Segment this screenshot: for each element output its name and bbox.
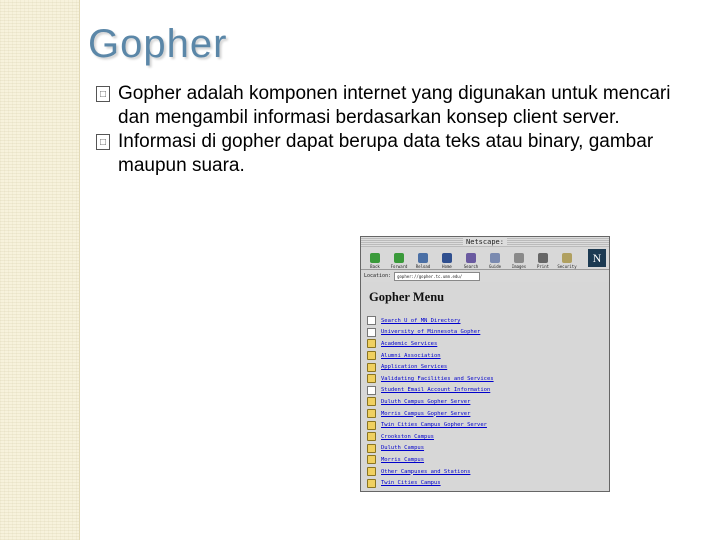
folder-icon <box>367 444 376 453</box>
search-label: Search <box>463 264 479 269</box>
gopher-menu-item[interactable] <box>367 327 603 339</box>
folder-icon <box>367 363 376 372</box>
forward-arrow-icon <box>394 253 404 263</box>
bullet-list <box>96 82 696 178</box>
forward-button[interactable] <box>388 253 410 269</box>
security-button[interactable] <box>556 253 578 269</box>
browser-titlebar <box>361 237 609 247</box>
gopher-menu-item[interactable] <box>367 338 603 350</box>
home-button[interactable] <box>436 253 458 269</box>
gopher-menu-item[interactable] <box>367 443 603 455</box>
guide-icon <box>490 253 500 263</box>
reload-label: Reload <box>415 264 431 269</box>
gopher-menu-item[interactable] <box>367 408 603 420</box>
gopher-menu-item[interactable] <box>367 454 603 466</box>
browser-screenshot <box>360 236 610 492</box>
document-icon <box>367 316 376 325</box>
gopher-menu-item[interactable] <box>367 466 603 478</box>
folder-icon <box>367 397 376 406</box>
back-button[interactable] <box>364 253 386 269</box>
netscape-logo-icon: N <box>588 249 606 267</box>
gopher-menu-item-label[interactable]: Twin Cities Campus Gopher Server <box>381 422 487 429</box>
location-label: Location: <box>364 273 392 279</box>
gopher-menu-item[interactable] <box>367 396 603 408</box>
gopher-menu-item-label[interactable]: Duluth Campus <box>381 445 425 452</box>
bullet-text: Gopher adalah komponen internet yang digunakan untuk mencari dan mengambil informasi berdasarkan konsep client server. <box>118 83 671 128</box>
slide-title: Gopher <box>88 22 228 66</box>
bullet-text: Informasi di gopher dapat berupa data teks atau binary, gambar maupun suara. <box>118 131 654 176</box>
window-title: Netscape: <box>463 238 507 246</box>
gopher-menu-item-label[interactable]: Application Services <box>381 364 448 371</box>
decorative-side-band <box>0 0 80 540</box>
gopher-menu-title: Gopher Menu <box>369 290 445 304</box>
gopher-menu-item[interactable] <box>367 385 603 397</box>
location-input[interactable]: gopher://gopher.tc.umn.edu/ <box>394 272 480 281</box>
folder-icon <box>367 455 376 464</box>
folder-icon <box>367 421 376 430</box>
gopher-menu-item-label[interactable]: Morris Campus <box>381 456 425 463</box>
search-button[interactable] <box>460 253 482 269</box>
gopher-menu-item-label[interactable]: Student Email Account Information <box>381 387 491 394</box>
gopher-menu-item-label[interactable]: Alumni Association <box>381 352 441 359</box>
bullet-marker-icon: □ <box>96 134 110 150</box>
gopher-menu-item[interactable] <box>367 419 603 431</box>
gopher-menu-item[interactable] <box>367 315 603 327</box>
lock-icon <box>562 253 572 263</box>
folder-icon <box>367 374 376 383</box>
home-icon <box>442 253 452 263</box>
gopher-menu-item[interactable] <box>367 431 603 443</box>
bullet-item <box>96 82 696 130</box>
images-icon <box>514 253 524 263</box>
gopher-menu-item-label[interactable]: Morris Campus Gopher Server <box>381 410 471 417</box>
gopher-menu-item[interactable] <box>367 477 603 489</box>
document-icon <box>367 386 376 395</box>
search-icon <box>466 253 476 263</box>
reload-button[interactable] <box>412 253 434 269</box>
home-label: Home <box>442 264 452 269</box>
back-arrow-icon <box>370 253 380 263</box>
gopher-menu-item-label[interactable]: Academic Services <box>381 340 438 347</box>
browser-toolbar <box>361 247 609 270</box>
security-label: Security <box>557 264 577 269</box>
forward-label: Forward <box>390 264 408 269</box>
gopher-menu-item[interactable] <box>367 373 603 385</box>
side-divider <box>79 0 80 540</box>
page-content <box>361 282 609 491</box>
folder-icon <box>367 351 376 360</box>
gopher-menu-item-label[interactable]: Other Campuses and Stations <box>381 468 471 475</box>
bullet-item <box>96 130 696 178</box>
gopher-menu-item-label[interactable]: Search U of MN Directory <box>381 317 461 324</box>
bullet-marker-icon: □ <box>96 86 110 102</box>
images-button[interactable] <box>508 253 530 269</box>
guide-button[interactable] <box>484 253 506 269</box>
gopher-menu-item-label[interactable]: Duluth Campus Gopher Server <box>381 398 471 405</box>
guide-label: Guide <box>488 264 502 269</box>
gopher-menu-item-label[interactable]: University of Minnesota Gopher <box>381 329 481 336</box>
folder-icon <box>367 409 376 418</box>
gopher-menu-item-label[interactable]: Twin Cities Campus <box>381 480 441 487</box>
reload-icon <box>418 253 428 263</box>
gopher-menu-item-label[interactable]: Validating Facilities and Services <box>381 375 494 382</box>
gopher-menu-item-label[interactable]: Crookston Campus <box>381 433 434 440</box>
folder-icon <box>367 479 376 488</box>
images-label: Images <box>511 264 527 269</box>
folder-icon <box>367 432 376 441</box>
gopher-menu-list <box>367 315 603 489</box>
print-button[interactable] <box>532 253 554 269</box>
back-label: Back <box>370 264 380 269</box>
folder-icon <box>367 467 376 476</box>
print-icon <box>538 253 548 263</box>
folder-icon <box>367 339 376 348</box>
document-icon <box>367 328 376 337</box>
print-label: Print <box>536 264 550 269</box>
gopher-menu-item[interactable] <box>367 361 603 373</box>
gopher-menu-item[interactable] <box>367 350 603 362</box>
